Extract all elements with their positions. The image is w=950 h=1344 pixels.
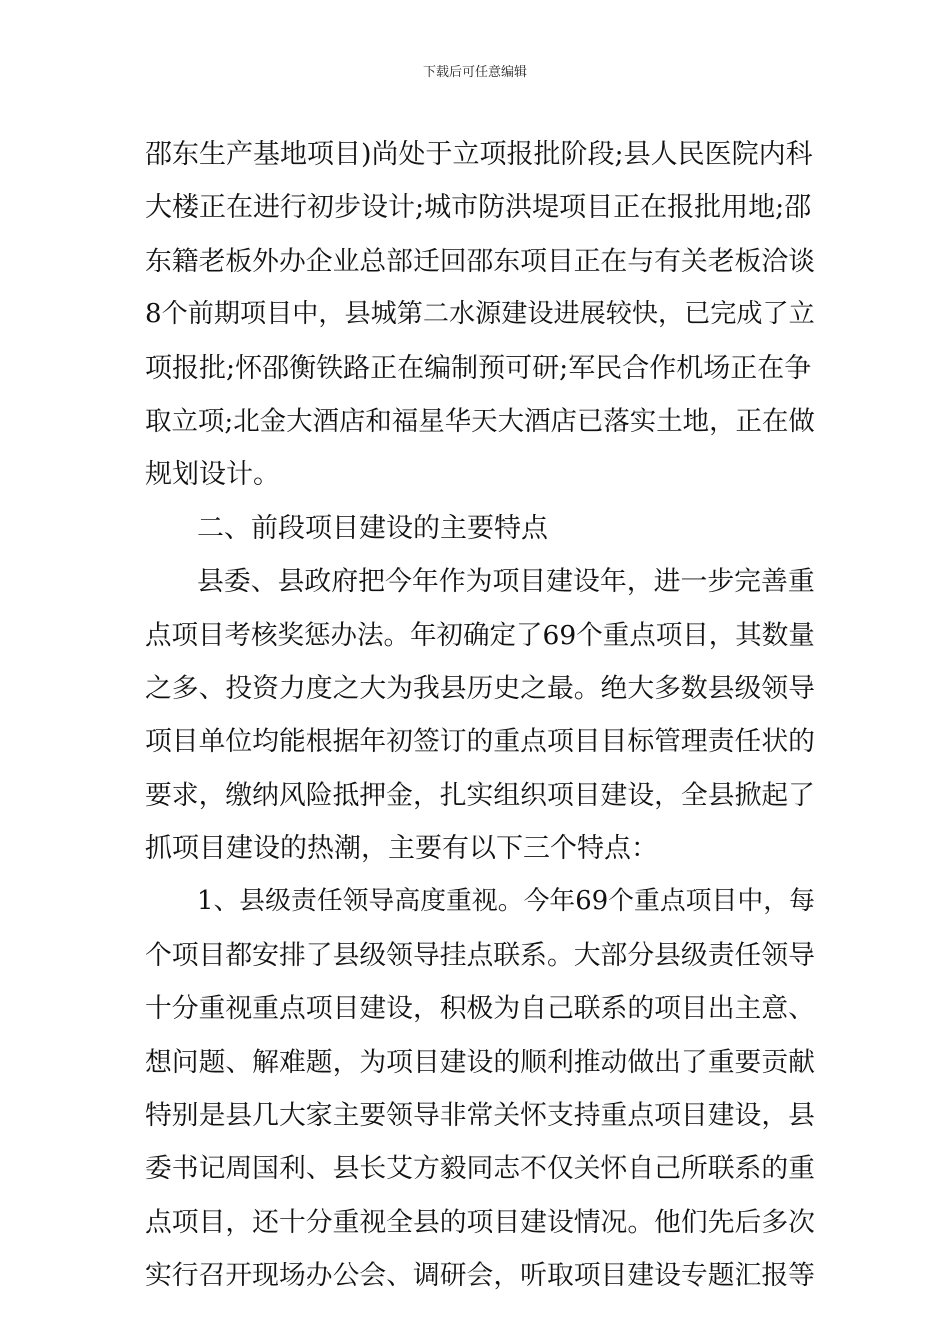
text-line: 要求，缴纳风险抵押金，扎实组织项目建设，全县掀起了	[145, 779, 815, 811]
document-body	[145, 128, 815, 1303]
text-line: 大楼正在进行初步设计;城市防洪堤项目正在报批用地;邵	[145, 192, 812, 224]
text-line: 想问题、解难题，为项目建设的顺利推动做出了重要贡献	[145, 1046, 815, 1078]
text-line: 项目单位均能根据年初签订的重点项目目标管理责任状的	[145, 726, 815, 758]
text-line: 点项目考核奖惩办法。年初确定了69个重点项目，其数量	[145, 619, 815, 651]
text-line: 实行召开现场办公会、调研会，听取项目建设专题汇报等	[145, 1260, 815, 1292]
text-line: 8个前期项目中，县城第二水源建设进展较快，已完成了立	[145, 299, 815, 330]
text-line: 特别是县几大家主要领导非常关怀支持重点项目建设，县	[145, 1100, 815, 1132]
text-line: 之多、投资力度之大为我县历史之最。绝大多数县级领导	[145, 672, 815, 704]
text-line: 点项目，还十分重视全县的项目建设情况。他们先后多次	[145, 1206, 815, 1238]
text-line: 1、县级责任领导高度重视。今年69个重点项目中，每	[197, 886, 815, 917]
text-line: 委书记周国利、县长艾方毅同志不仅关怀自己所联系的重	[145, 1153, 815, 1185]
text-line: 个项目都安排了县级领导挂点联系。大部分县级责任领导	[145, 939, 815, 971]
text-line: 规划设计。	[145, 459, 280, 491]
text-line: 项报批;怀邵衡铁路正在编制预可研;军民合作机场正在争	[145, 352, 812, 384]
text-line: 东籍老板外办企业总部迁回邵东项目正在与有关老板洽谈	[145, 245, 815, 277]
page-header: 下载后可任意编辑	[422, 65, 527, 80]
text-line: 十分重视重点项目建设，积极为自己联系的项目出主意、	[145, 993, 815, 1025]
text-line: 抓项目建设的热潮，主要有以下三个特点：	[145, 833, 658, 865]
text-line: 取立项;北金大酒店和福星华天大酒店已落实土地，正在做	[145, 405, 815, 437]
text-line: 县委、县政府把今年作为项目建设年，进一步完善重	[197, 566, 815, 598]
text-line: 二、前段项目建设的主要特点	[197, 512, 548, 544]
text-line: 邵东生产基地项目)尚处于立项报批阶段;县人民医院内科	[145, 139, 813, 170]
